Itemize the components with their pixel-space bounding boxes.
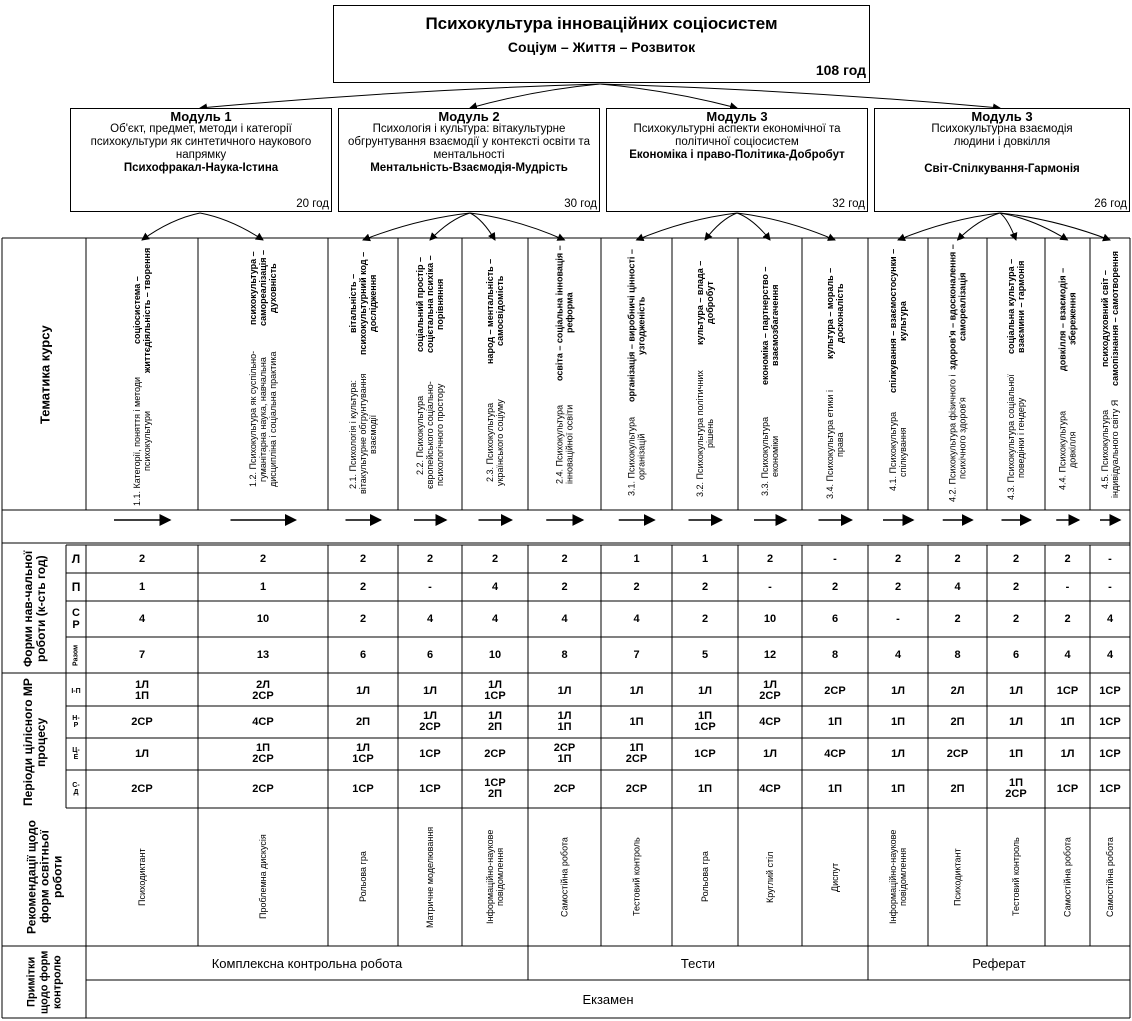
period-cell: 2Л 2СР xyxy=(252,679,274,702)
period-cell: 1Л xyxy=(698,684,712,697)
period-cell: 1П xyxy=(890,715,906,728)
form-hours-cell: 1 xyxy=(633,553,640,565)
period-cell: 1СР xyxy=(1099,684,1121,697)
form-hours-cell: 4 xyxy=(561,613,568,625)
module-hours: 26 год xyxy=(1094,198,1127,210)
form-label-p: П xyxy=(71,580,81,594)
module-hours: 20 год xyxy=(296,198,329,210)
label-recommend: Рекомендації щодо форм освітньої роботи xyxy=(24,820,65,934)
module-hours: 32 год xyxy=(832,198,865,210)
form-hours-cell: 2 xyxy=(1012,613,1020,625)
period-cell: 1Л xyxy=(1009,715,1023,728)
period-cell: 1СР xyxy=(419,747,441,760)
label-forms: Форми нав-чальної роботи (к-сть год) xyxy=(21,550,48,668)
form-hours-cell: - xyxy=(768,581,772,593)
form-hours-cell: 5 xyxy=(701,649,709,661)
form-hours-cell: 2 xyxy=(561,581,568,593)
form-label-l: Л xyxy=(71,552,81,566)
period-cell: 2СР xyxy=(553,782,576,795)
period-cell: 1Л xyxy=(1009,684,1023,697)
period-cell: 1Л 1СР xyxy=(352,742,374,765)
topic-keywords: соціальний простір – соцієтальна психіка – порівняння xyxy=(415,255,445,354)
note-essay: Реферат xyxy=(972,955,1026,971)
module-description: Об'єкт, предмет, методи і категорії психокультури як синтетичного наукового напрямку xyxy=(90,123,312,161)
form-hours-cell: 2 xyxy=(894,581,902,593)
module-connector-arrow xyxy=(1000,213,1016,240)
course-subtitle: Соціум – Життя – Розвиток xyxy=(507,39,696,55)
form-hours-cell: 6 xyxy=(359,649,367,661)
topic-cell xyxy=(198,240,328,510)
form-hours-cell: 4 xyxy=(894,649,902,661)
recommend-cell: Самостійна робота xyxy=(1105,837,1115,917)
topic-title: 2.2. Психокультура європейського соціально-психологічного простору xyxy=(415,381,445,490)
period-cell: 2СР xyxy=(252,782,274,795)
topic-keywords: економіка – партнерство – взаємозбагачення xyxy=(760,266,780,385)
module-description: Психокультурна взаємодія людини і довкілля xyxy=(931,123,1073,148)
form-hours-cell: 2 xyxy=(894,553,902,565)
form-hours-cell: 2 xyxy=(954,553,961,565)
form-hours-cell: 10 xyxy=(488,649,502,661)
period-cell: 2СР xyxy=(131,715,153,728)
topic-cell xyxy=(928,240,987,510)
header-connector-arrow xyxy=(200,84,600,108)
period-cell: 1Л 2СР xyxy=(759,679,781,702)
period-cell: 1СР xyxy=(1056,684,1079,697)
period-cell: 1П 1СР xyxy=(694,710,716,733)
period-cell: 2П xyxy=(950,715,965,728)
module-connector-arrow xyxy=(898,213,1000,240)
form-hours-cell: 2 xyxy=(491,553,499,565)
period-cell: 1СР 2П xyxy=(484,777,506,800)
topic-cell xyxy=(462,240,528,510)
topic-title: 3.3. Психокультура економіки xyxy=(760,416,780,497)
form-hours-cell: 1 xyxy=(259,581,267,593)
period-cell: 1Л xyxy=(891,747,905,760)
form-hours-cell: - xyxy=(428,581,432,593)
module-keywords: Ментальність-Взаємодія-Мудрість xyxy=(370,162,568,174)
module-connector-arrow xyxy=(200,213,263,240)
course-title: Психокультура інноваційних соціосистем xyxy=(425,14,778,33)
period-cell: 4СР xyxy=(824,747,846,760)
form-hours-cell: 4 xyxy=(1064,649,1071,661)
period-cell: 1П xyxy=(827,782,843,795)
note-complex-test: Комплексна контрольна робота xyxy=(211,955,403,971)
period-cell: 1СР xyxy=(1056,782,1079,795)
period-label-sd: С-Д xyxy=(72,782,80,796)
topic-title: 4.5. Психокультура індивідуального світу Я xyxy=(1100,400,1120,499)
form-hours-cell: 8 xyxy=(954,649,961,661)
form-hours-cell: 6 xyxy=(831,613,839,625)
period-cell: 2СР xyxy=(946,747,969,760)
topic-title: 1.2. Психокультура як суспільно-гуманітарна наука, навчальна дисципліна і соціальна практика xyxy=(248,351,278,488)
period-cell: 1СР xyxy=(419,782,441,795)
recommend-cell: Інформаційно-наукове повідомлення xyxy=(888,829,908,925)
module-hours: 30 год xyxy=(564,198,597,210)
recommend-cell: Проблемна дискусія xyxy=(258,834,268,920)
recommend-cell: Психодиктант xyxy=(952,848,963,906)
recommend-cell: Рольова гра xyxy=(358,851,368,903)
form-hours-cell: 13 xyxy=(256,649,270,661)
form-hours-cell: 2 xyxy=(633,581,640,593)
form-hours-cell: 2 xyxy=(1064,613,1071,625)
recommend-cell: Інформаційно-наукове повідомлення xyxy=(485,829,505,925)
module-description: Психологія і культура: вітакультурне обгрунтування взаємодії у контексті освіти та ментальності xyxy=(348,123,590,161)
module-connector-arrow xyxy=(430,213,470,240)
form-hours-cell: 2 xyxy=(954,613,961,625)
topic-title: 3.4. Психокультура етики і права xyxy=(825,389,845,499)
topic-cell xyxy=(672,240,738,510)
period-cell: 1СР xyxy=(1099,747,1121,760)
form-label-sr: С Р xyxy=(72,607,80,631)
topic-title: 4.2. Психокультура фізичного і психічного здоров'я xyxy=(947,374,968,502)
topic-title: 1.1. Категорії, поняття і методи психокультури xyxy=(132,376,152,506)
form-hours-cell: 2 xyxy=(766,553,774,565)
header-connector-arrow xyxy=(470,84,600,108)
topic-title: 4.4. Психокультура довкілля xyxy=(1057,410,1078,490)
form-hours-cell: - xyxy=(1065,581,1070,593)
module-description: Психокультурні аспекти економічної та політичної соціосистем xyxy=(633,123,841,148)
note-exam: Екзамен xyxy=(582,991,634,1007)
period-cell: 1Л 1П xyxy=(134,679,150,702)
course-hours: 108 год xyxy=(815,62,866,78)
topic-keywords: психодуховний світ – самопізнання – самотворення xyxy=(1100,250,1120,386)
period-cell: 1Л xyxy=(1060,747,1075,760)
period-cell: 1Л xyxy=(763,747,777,760)
recommend-cell: Тестовий контроль xyxy=(631,837,642,917)
period-cell: 2СР 1П xyxy=(553,742,576,765)
label-notes: Примітки щодо форм контролю xyxy=(25,950,64,1014)
topic-keywords: спілкування – взаємостосунки – культура xyxy=(888,248,908,393)
period-cell: 1П 2СР xyxy=(1005,777,1027,800)
topic-cell xyxy=(398,240,462,510)
topic-cell xyxy=(987,240,1045,510)
period-cell: 1СР xyxy=(1099,782,1121,795)
form-hours-cell: 2 xyxy=(138,553,146,565)
label-topics: Тематика курсу xyxy=(37,325,53,425)
recommend-cell: Рольова гра xyxy=(700,851,710,903)
period-label-nr: Н-Р xyxy=(72,715,80,729)
recommend-cell: Круглий стіл xyxy=(765,851,775,903)
module-3 xyxy=(606,108,868,212)
topic-cell xyxy=(868,240,928,510)
module-2 xyxy=(338,108,600,212)
form-hours-cell: 2 xyxy=(831,581,839,593)
form-hours-cell: 6 xyxy=(1012,649,1020,661)
form-hours-cell: 8 xyxy=(831,649,839,661)
topic-cell xyxy=(528,240,601,510)
form-hours-cell: 2 xyxy=(1064,553,1071,565)
topic-title: 4.3. Психокультура соціальної поведінки і гендеру xyxy=(1006,374,1026,501)
topic-title: 2.1. Психологія і культура: вітакультурне обгрунтування взаємодії xyxy=(348,373,378,495)
period-cell: 1Л 1СР xyxy=(484,679,506,702)
form-hours-cell: - xyxy=(1108,581,1112,593)
period-cell: 2СР xyxy=(625,782,648,795)
form-hours-cell: 2 xyxy=(359,553,367,565)
form-hours-cell: 2 xyxy=(1012,553,1020,565)
period-cell: 1Л xyxy=(356,684,370,697)
period-cell: 1Л 1П xyxy=(557,710,572,733)
period-cell: 2Л xyxy=(950,684,965,697)
form-hours-cell: 4 xyxy=(426,613,434,625)
topic-keywords: культура – влада – добробут xyxy=(695,260,715,346)
form-hours-cell: 2 xyxy=(359,581,367,593)
form-hours-cell: 4 xyxy=(491,581,499,593)
form-hours-cell: 2 xyxy=(1012,581,1020,593)
form-hours-cell: 2 xyxy=(561,553,568,565)
period-cell: 1СР xyxy=(352,782,374,795)
topic-cell xyxy=(1090,240,1130,510)
form-hours-cell: 4 xyxy=(633,613,640,625)
period-cell: 1Л 2СР xyxy=(419,710,441,733)
module-connector-arrow xyxy=(470,213,565,240)
module-4 xyxy=(874,108,1130,212)
recommend-cell: Психодиктант xyxy=(137,848,147,906)
module-connector-arrow xyxy=(637,213,738,240)
form-hours-cell: - xyxy=(1108,553,1112,565)
topic-title: 3.2. Психокультура політичних рішень xyxy=(695,370,715,498)
module-connector-arrow xyxy=(363,213,470,240)
form-hours-cell: 10 xyxy=(763,613,777,625)
form-hours-cell: 2 xyxy=(426,553,434,565)
form-hours-cell: 4 xyxy=(954,581,961,593)
module-keywords: Психофракал-Наука-Істина xyxy=(123,162,279,174)
topic-cell xyxy=(86,240,198,510)
form-hours-cell: 4 xyxy=(1106,613,1114,625)
period-cell: 2СР xyxy=(824,684,846,697)
recommend-cell: Диспут xyxy=(830,862,840,892)
form-hours-cell: 2 xyxy=(259,553,267,565)
module-keywords: Світ-Спілкування-Гармонія xyxy=(924,163,1080,175)
period-cell: 1П xyxy=(890,782,906,795)
topic-keywords: культура – мораль – досконалість xyxy=(825,267,845,359)
module-connector-arrow xyxy=(737,213,770,240)
period-cell: 1П xyxy=(827,715,843,728)
module-connector-arrow xyxy=(470,213,495,240)
recommend-cell: Самостійна робота xyxy=(559,837,570,917)
form-hours-cell: 2 xyxy=(701,581,709,593)
form-hours-cell: 1 xyxy=(138,581,146,593)
period-cell: 1Л 2П xyxy=(487,710,503,733)
topic-cell xyxy=(802,240,868,510)
form-hours-cell: 7 xyxy=(633,649,640,661)
period-label-ce: Ц-Е xyxy=(72,747,80,761)
topic-keywords: соціальна культура – взаємини – гармонія xyxy=(1006,258,1026,355)
period-label-ip: І-П xyxy=(71,687,81,695)
module-connector-arrow xyxy=(142,213,200,240)
period-cell: 2СР xyxy=(484,747,506,760)
recommend-cell: Самостійна робота xyxy=(1062,837,1073,917)
recommend-cell: Тестовий контроль xyxy=(1011,837,1021,917)
form-hours-cell: 12 xyxy=(763,649,777,661)
form-hours-cell: - xyxy=(896,613,900,625)
topic-title: 3.1. Психокультура організацій xyxy=(626,417,647,497)
period-cell: 1П xyxy=(629,715,644,728)
topic-cell xyxy=(328,240,398,510)
period-cell: 1СР xyxy=(1099,715,1121,728)
topic-cell xyxy=(738,240,802,510)
form-hours-cell: 7 xyxy=(138,649,146,661)
period-cell: 2СР xyxy=(131,782,153,795)
topic-keywords: організація – виробничі цінності – узгодженість xyxy=(626,249,647,403)
module-1 xyxy=(70,108,332,212)
header-connector-arrow xyxy=(600,84,737,108)
period-cell: 4СР xyxy=(759,715,781,728)
period-cell: 1СР xyxy=(694,747,716,760)
period-cell: 1П 2СР xyxy=(252,742,274,765)
topic-title: 4.1. Психокультура спілкування xyxy=(888,412,908,492)
module-title: Модуль 3 xyxy=(971,109,1033,124)
form-hours-cell: 4 xyxy=(138,613,146,625)
period-cell: 1Л xyxy=(891,684,905,697)
period-cell: 1П xyxy=(697,782,713,795)
topic-cell xyxy=(1045,240,1090,510)
header-connector-arrow xyxy=(600,84,1000,108)
period-cell: 2П xyxy=(355,715,371,728)
topic-title: 2.4. Психокультура інноваційної освіти xyxy=(554,404,575,484)
form-hours-cell: 4 xyxy=(1106,649,1114,661)
form-hours-cell: 4 xyxy=(491,613,499,625)
period-cell: 1Л xyxy=(135,747,149,760)
topic-keywords: народ – ментальність – самосвідомість xyxy=(485,258,505,364)
form-label-total: Разом xyxy=(72,644,80,666)
topic-cell xyxy=(601,240,672,510)
form-hours-cell: 2 xyxy=(701,613,709,625)
form-hours-cell: - xyxy=(833,553,837,565)
topic-keywords: довкілля – взаємодія – збереження xyxy=(1057,267,1078,371)
form-hours-cell: 2 xyxy=(359,613,367,625)
form-hours-cell: 10 xyxy=(256,613,270,625)
label-periods: Періоди цілісного МР процесу xyxy=(21,678,48,806)
form-hours-cell: 1 xyxy=(701,553,709,565)
period-cell: 2П xyxy=(950,782,965,795)
period-cell: 4СР xyxy=(759,782,781,795)
topic-keywords: психокультура – самореалізація – духовність xyxy=(248,250,278,327)
module-connector-arrow xyxy=(737,213,835,240)
period-cell: 1П xyxy=(1060,715,1075,728)
period-cell: 1П 2СР xyxy=(625,742,648,765)
period-cell: 1Л xyxy=(557,684,572,697)
topic-title: 2.3. Психокультура українського соціуму xyxy=(485,398,505,486)
topic-keywords: соціосистема – життєдіяльність – творення xyxy=(132,247,152,373)
module-title: Модуль 2 xyxy=(438,109,500,124)
module-title: Модуль 1 xyxy=(170,109,232,124)
module-keywords: Економіка і право-Політика-Добробут xyxy=(629,149,845,161)
course-header xyxy=(333,5,870,83)
topic-keywords: освіта – соціальна інновація – реформа xyxy=(554,245,575,381)
period-cell: 1Л xyxy=(423,684,437,697)
topic-keywords: вітальність – психокультурний код – дослідження xyxy=(348,251,378,355)
recommend-cell: Матричне моделювання xyxy=(425,826,435,928)
topic-keywords: здоров'я – вдосконалення – самореалізація xyxy=(947,244,968,371)
period-cell: 1П xyxy=(1008,747,1024,760)
form-hours-cell: 8 xyxy=(561,649,568,661)
note-tests: Тести xyxy=(680,955,716,971)
period-cell: 1Л xyxy=(629,684,644,697)
module-title: Модуль 3 xyxy=(706,109,768,124)
form-hours-cell: 6 xyxy=(426,649,434,661)
period-cell: 4СР xyxy=(252,715,274,728)
module-connector-arrow xyxy=(958,213,1001,240)
